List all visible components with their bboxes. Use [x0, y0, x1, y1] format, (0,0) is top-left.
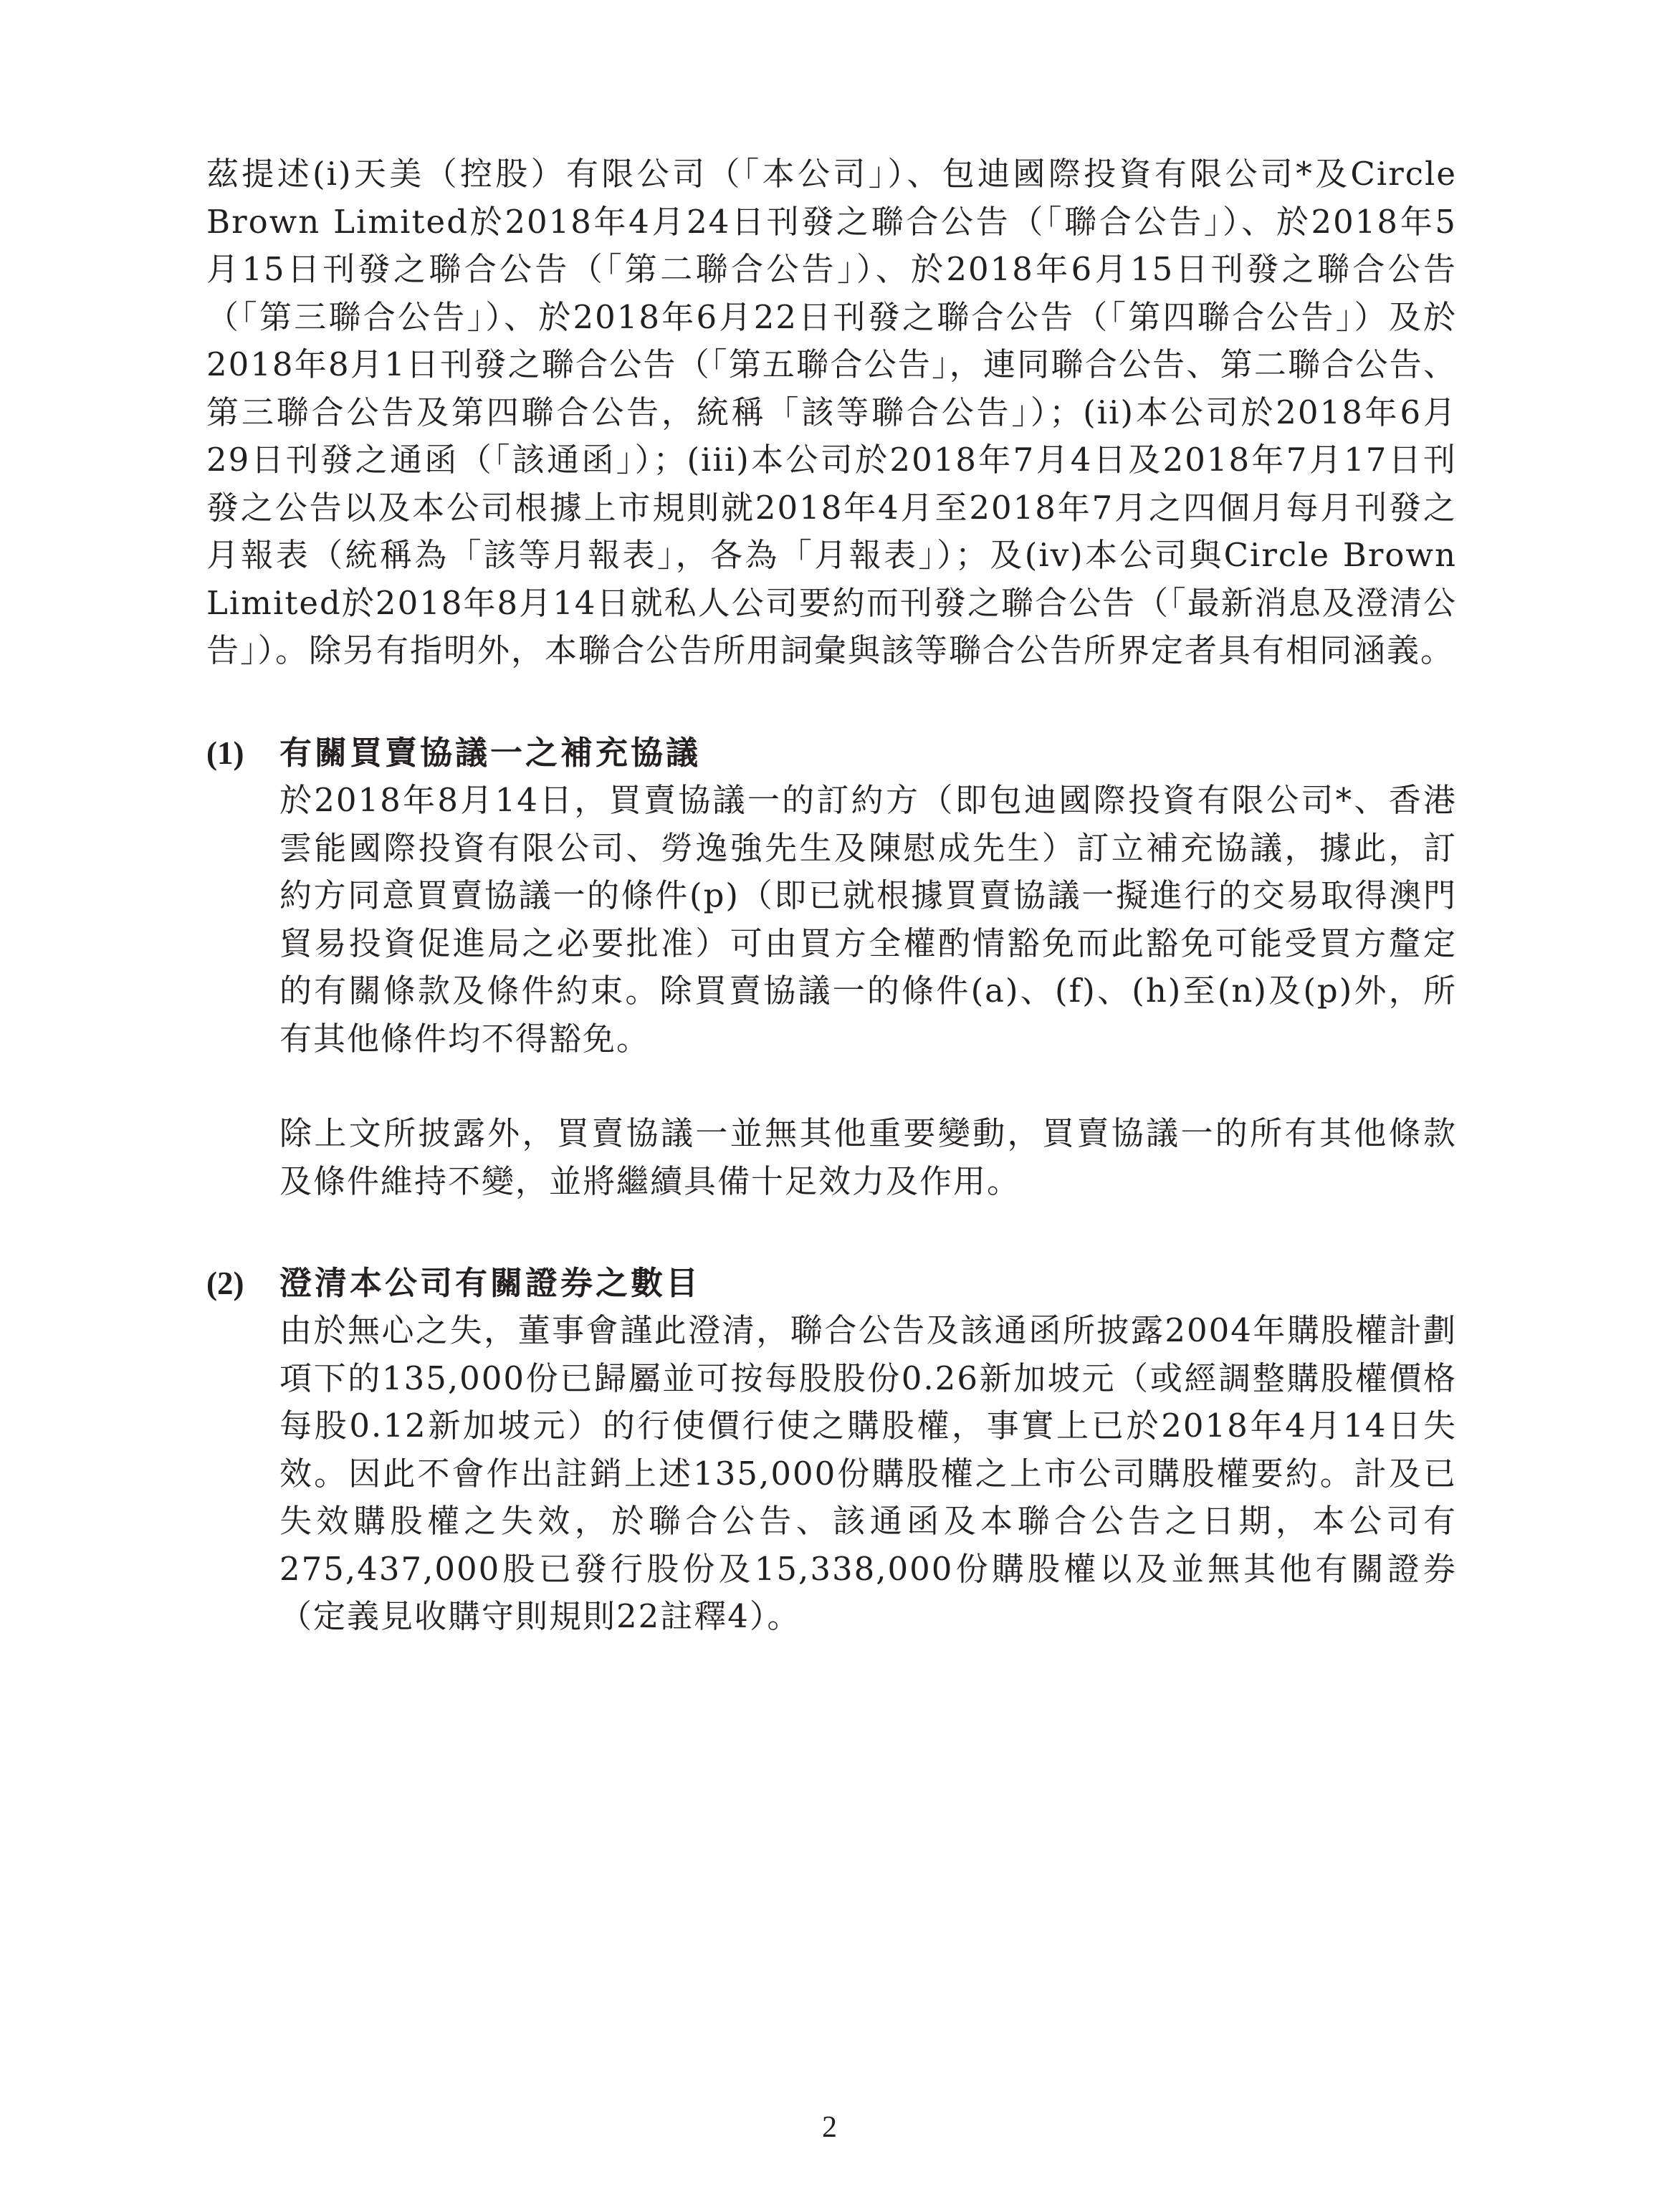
intro-paragraph: 茲提述(i)天美（控股）有限公司（「本公司」）、包迪國際投資有限公司*及Circle Brown Limited於2018年4月24日刊發之聯合公告（「聯合公告」）、於2018年5月15日刊發之聯合公告（「第二聯合公告」）、於2018年6月15日刊發之聯合公告（「第三聯合公告」）、於2018年6月22日刊發之聯合公告（「第四聯合公告」）及於2018年8月1日刊發之聯合公告（「第五聯合公告」，連同聯合公告、第二聯合公告、第三聯合公告及第四聯合公告，統稱「該等聯合公告」）；(ii)本公司於2018年6月29日刊發之通函（「該通函」）；(iii)本公司於2018年7月4日及2018年7月17日刊發之公告以及本公司根據上市規則就2018年4月至2018年7月之四個月每月刊發之月報表（統稱為「該等月報表」，各為「月報表」）；及(iv)本公司與Circle Brown Limited於2018年8月14日就私人公司要約而刊發之聯合公告（「最新消息及澄清公告」）。除另有指明外，本聯合公告所用詞彙與該等聯合公告所界定者具有相同涵義。 [206, 155, 1457, 669]
section-1-paragraph-2: 除上文所披露外，買賣協議一並無其他重要變動，買賣協議一的所有其他條款及條件維持不變，並將繼續具備十足效力及作用。 [279, 1114, 1457, 1200]
section-2-title: 澄清本公司有關證券之數目 [279, 1264, 702, 1302]
page-number: 2 [822, 2111, 837, 2144]
section-2-paragraph-1: 由於無心之失，董事會謹此澄清，聯合公告及該通函所披露2004年購股權計劃項下的135,000份已歸屬並可按每股股份0.26新加坡元（或經調整購股權價格每股0.12新加坡元）的行使價行使之購股權，事實上已於2018年4月14日失效。因此不會作出註銷上述135,000份購股權之上市公司購股權要約。計及已失效購股權之失效，於聯合公告、該通函及本聯合公告之日期，本公司有275,437,000股已發行股份及15,338,000份購股權以及並無其他有關證券（定義見收購守則規則22註釋4）。 [279, 1311, 1457, 1635]
section-1-number: (1) [206, 735, 244, 771]
section-2 [206, 1260, 1457, 1641]
section-1-title: 有關買賣協議一之補充協議 [279, 734, 702, 772]
section-1-heading [206, 729, 1457, 777]
section-1-paragraph-1: 於2018年8月14日，買賣協議一的訂約方（即包迪國際投資有限公司*、香港雲能國際投資有限公司、勞逸強先生及陳慰成先生）訂立補充協議，據此，訂約方同意買賣協議一的條件(p)（即已就根據買賣協議一擬進行的交易取得澳門貿易投資促進局之必要批准）可由買方全權酌情豁免而此豁免可能受買方釐定的有關條款及條件約束。除買賣協議一的條件(a)、(f)、(h)至(n)及(p)外，所有其他條件均不得豁免。 [279, 781, 1457, 1058]
section-2-heading [206, 1260, 1457, 1307]
section-1 [206, 729, 1457, 1205]
section-2-number: (2) [206, 1265, 244, 1301]
